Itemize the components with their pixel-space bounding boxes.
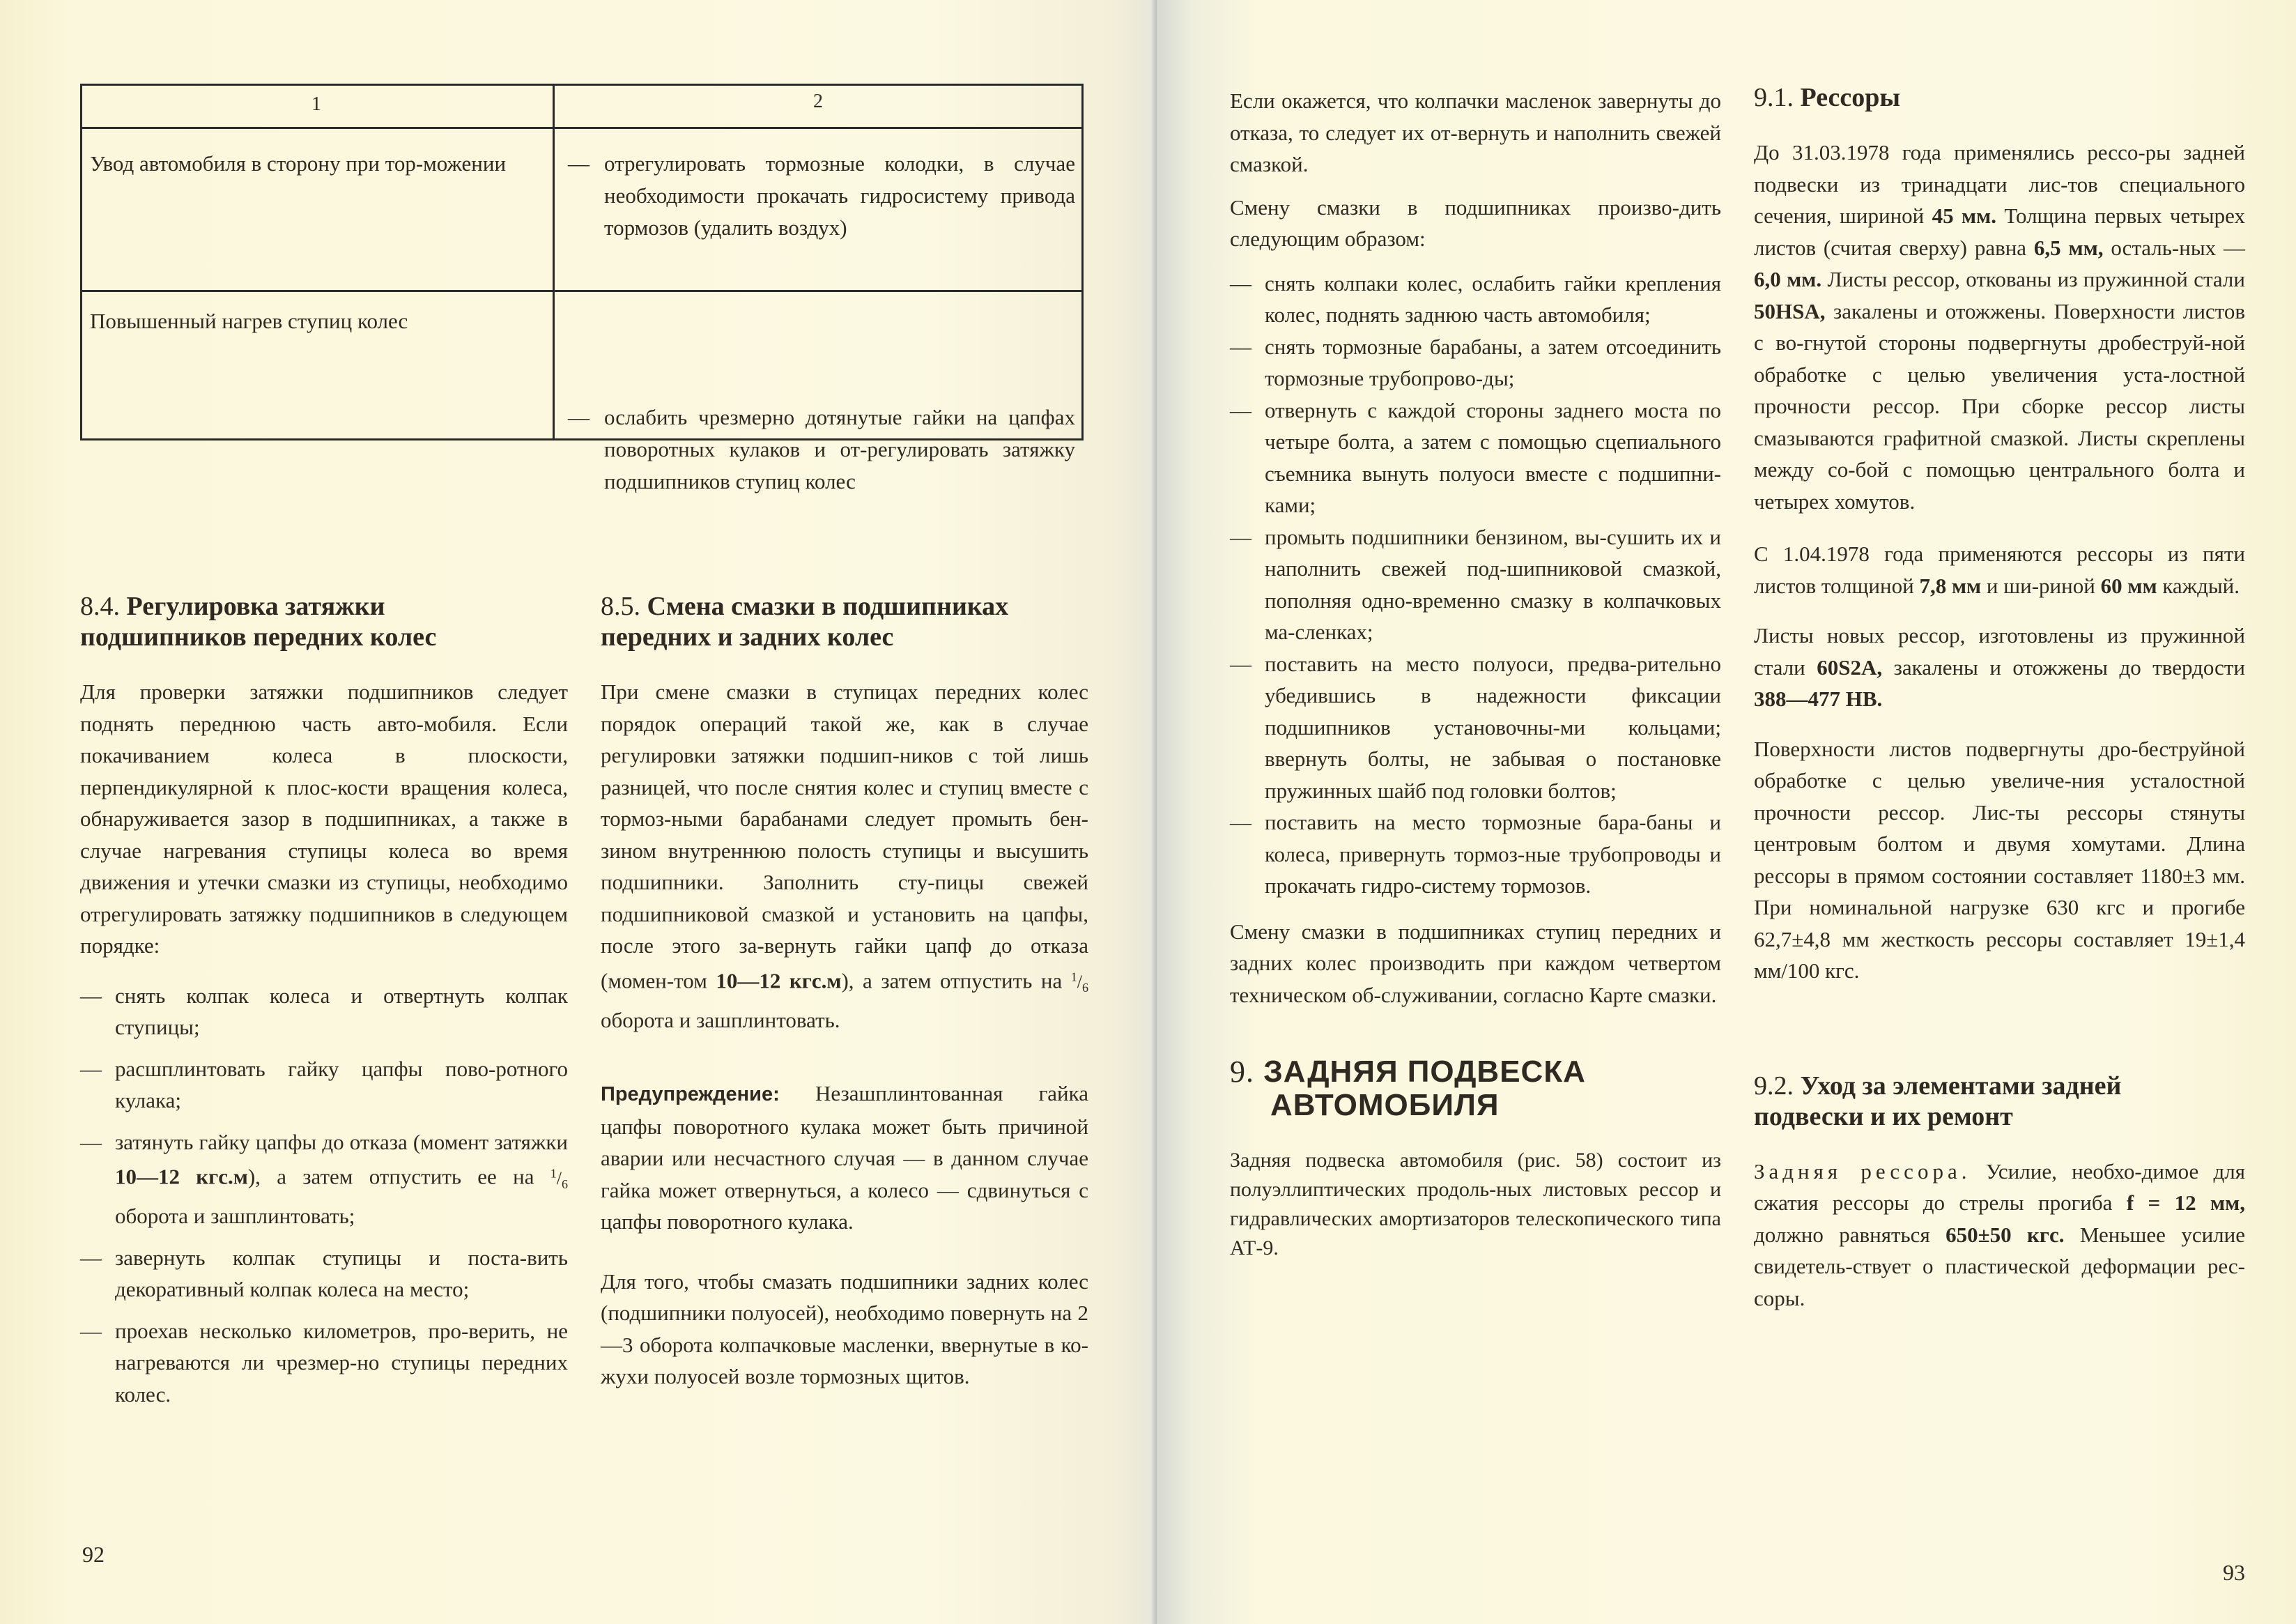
text-run: ), а затем отпустить на	[841, 968, 1071, 993]
fraction: $^1/_6$	[1070, 970, 1088, 995]
spec-value: f = 12 мм,	[2126, 1190, 2245, 1215]
troubleshooting-table	[80, 84, 1084, 493]
warning-label: Предупреждение:	[601, 1083, 780, 1106]
text-run: закалены и отожжены до твердости	[1882, 654, 2245, 680]
section-title-line2: подвески и их ремонт	[1754, 1101, 2013, 1131]
right-column-2	[1754, 82, 2245, 1332]
fraction-denominator: 6	[1081, 981, 1088, 995]
section-number: 9.1.	[1754, 83, 1794, 112]
table-row-2-remedy: — ослабить чрезмерно дотянутые гайки на цапфах поворотных кулаков и от-регулировать затяжку подшипников ступиц колес	[568, 401, 1075, 498]
list-item: — поставить на место полуоси, предва-рительно убедившись в надежности фиксации подшипников установочны-ми кольцами; ввернуть болты, не забывая о постановке пружинных шайб под головки болтов;	[1230, 648, 1721, 807]
text-run: При смене смазки в ступицах передних колес порядок операций такой же, как в случае регулировки затяжки подшип-ников с той лишь разницей, что после снятия колес и ступиц вместе с тормоз-ными барабанами следует промыть бен-зином внутреннюю полость ступицы и высушить подшипники. Заполнить сту-пицы свежей подшипниковой смазкой и установить на цапфы, после этого за-вернуть гайки цапф до отказа (момен-том	[601, 680, 1088, 993]
hardness-value: 388—477 НВ.	[1754, 687, 1883, 711]
table-row-1-remedy: — отрегулировать тормозные колодки, в случае необходимости прокачать гидросистему привода тормозов (удалить воздух)	[568, 148, 1075, 244]
text-run: Меньшее усилие свидетель-ствует о пластической деформации рес-соры.	[1754, 1222, 2245, 1310]
section-8-5-para2: Для того, чтобы смазать подшипники задних колес (подшипники полуосей), необходимо повернуть на 2—3 оборота колпачковые масленки, ввернутые в ко-жухи полуосей возле тормозных щитов.	[601, 1269, 1088, 1389]
chapter-number: 9.	[1230, 1055, 1254, 1089]
list-item: — снять тормозные барабаны, а затем отсоединить тормозные трубопрово-ды;	[1230, 331, 1721, 394]
text-run: каждый.	[2157, 573, 2240, 598]
list-item: — завернуть колпак ступицы и поста-вить декоративный колпак колеса на место;	[80, 1242, 568, 1305]
text-run: Толщина первых четырех листов (считая сверху) равна	[1754, 204, 2245, 260]
fraction-denominator: 6	[562, 1177, 568, 1191]
text-run: оборота и зашплинтовать.	[601, 1007, 840, 1032]
table-header-col-1: 1	[311, 93, 321, 115]
fraction-numerator: 1	[1070, 970, 1077, 984]
spec-value: 6,5 мм,	[2033, 235, 2104, 260]
table-row-1-fault: Увод автомобиля в сторону при тор-можении	[90, 151, 507, 176]
list-item	[80, 1126, 568, 1232]
section-8-4	[80, 591, 568, 1428]
section-8-5-heading	[601, 591, 1088, 652]
section-9-2-heading	[1754, 1071, 2245, 1132]
spec-value: 7,8 мм	[1919, 573, 1982, 598]
spaced-term: Задняя рессора.	[1754, 1158, 1971, 1183]
fraction: $^1/_6$	[550, 1166, 568, 1191]
section-8-4-steps	[80, 980, 568, 1411]
table-top-rule	[80, 84, 1084, 86]
warning-text: Незашплинтованная гайка цапфы поворотного кулака может быть причиной аварии или несчастного случая — в данном случае гайка может отвернуться, а колесо — сдвинуться с цапфы поворотного кулака.	[601, 1081, 1088, 1234]
list-item: — отвернуть с каждой стороны заднего моста по четыре болта, а затем с помощью сцепиального съемника вынуть полуоси вместе с подшипни-ками;	[1230, 394, 1721, 521]
text-run: ), а затем отпустить ее на	[247, 1164, 550, 1189]
chapter-9-heading	[1230, 1055, 1721, 1122]
text-run: должно равняться	[1754, 1222, 1946, 1247]
spec-value: 45 мм.	[1932, 204, 1996, 228]
lubrication-intro: Смену смазки в подшипниках произво-дить следующим образом:	[1230, 194, 1721, 251]
spring-material-paragraph	[1754, 620, 2245, 715]
list-item: — проехав несколько километров, про-верить, не нагреваются ли чрезмер-но ступицы передних колес.	[80, 1315, 568, 1411]
page-number-left: 92	[82, 1542, 105, 1567]
new-springs-paragraph	[1754, 538, 2245, 602]
text-run: осталь-ных —	[2103, 235, 2246, 260]
section-title-line1: Регулировка затяжки	[126, 592, 385, 621]
right-page	[1157, 0, 2296, 1624]
text-run: Усилие, необхо-димое для сжатия рессоры до стрелы прогиба	[1754, 1158, 2245, 1215]
text-run: закалены и отожжены. Поверхности листов с во-гнутой стороны подвергнуты дробеструй-ной обработке с целью увеличения уста-лостной прочности рессор. При сборке рессор листы смазываются графитной смазкой. Листы скреплены между со-бой с помощью центрального болта и четырех хомутов.	[1754, 298, 2245, 514]
spec-value: 6,0 мм.	[1754, 267, 1822, 291]
table-column-divider	[553, 84, 555, 441]
text-run: оборота и зашплинтовать;	[115, 1204, 355, 1229]
warning-paragraph	[601, 1078, 1088, 1238]
table-row-2-fault: Повышенный нагрев ступиц колес	[90, 309, 408, 333]
section-8-4-intro: Для проверки затяжки подшипников следует поднять переднюю часть авто-мобиля. Если покачиванием колеса в плоскости, перпендикулярной к плос-кости вращения колеса, обнаруживается зазор в подшипниках, а также в случае нагревания ступицы колеса во время движения и утечки смазки из ступицы, необходимо отрегулировать затяжку подшипников в следующем порядке:	[80, 680, 568, 958]
table-right-border	[1081, 84, 1084, 441]
section-number: 8.5.	[601, 592, 640, 621]
page-number-right: 93	[2223, 1560, 2245, 1585]
section-number: 8.4.	[80, 592, 120, 621]
table-left-border	[80, 84, 82, 441]
right-column-1	[1230, 85, 1721, 1281]
chapter-9-intro: Задняя подвеска автомобиля (рис. 58) состоит из полуэллиптических продоль-ных листовых рессор и гидравлических амортизаторов телескопического типа АТ-9.	[1230, 1149, 1721, 1259]
springs-history-paragraph	[1754, 137, 2245, 517]
section-8-5-para1	[601, 676, 1088, 1036]
section-8-4-heading	[80, 591, 568, 652]
table-header-col-2: 2	[813, 91, 823, 112]
rear-spring-paragraph	[1754, 1156, 2245, 1315]
torque-value: 10—12 кгс.м	[716, 968, 842, 993]
torque-value: 10—12 кгс.м	[115, 1164, 248, 1189]
list-item: — промыть подшипники бензином, вы-сушить их и наполнить свежей под-шипниковой смазкой, пополняя одно-временно смазку в колпачковых ма-сленках;	[1230, 521, 1721, 648]
list-item: — снять колпаки колес, ослабить гайки крепления колес, поднять заднюю часть автомобиля;	[1230, 268, 1721, 331]
chapter-title-line2: АВТОМОБИЛЯ	[1270, 1088, 1500, 1122]
list-item: — снять колпак колеса и отвертнуть колпак ступицы;	[80, 980, 568, 1043]
section-title: Рессоры	[1800, 83, 1901, 112]
fraction-numerator: 1	[550, 1166, 557, 1180]
text-run: Листы новых рессор, изготовлены из пружинной стали	[1754, 623, 2245, 680]
steel-grade: 50HSA,	[1754, 298, 1826, 323]
steel-grade: 60S2A,	[1817, 654, 1883, 680]
text-run: С 1.04.1978 года применяются рессоры из пяти листов толщиной	[1754, 542, 2245, 598]
spec-value: 60 мм	[2100, 573, 2157, 598]
section-number: 9.2.	[1754, 1071, 1794, 1101]
section-title-line1: Уход за элементами задней	[1800, 1071, 2122, 1101]
section-8-5	[601, 591, 1088, 1411]
oil-cap-paragraph: Если окажется, что колпачки масленок завернуты до отказа, то следует их от-вернуть и наполнить свежей смазкой.	[1230, 89, 1721, 176]
section-title-line1: Смена смазки в подшипниках	[647, 592, 1009, 621]
table-row-rule	[80, 290, 1084, 292]
text-run: затянуть гайку цапфы до отказа (момент затяжки	[115, 1129, 568, 1154]
text-run: и ши-риной	[1981, 573, 2101, 598]
spring-specs-paragraph: Поверхности листов подвергнуты дро-беструйной обработке с целью увеличе-ния усталостной прочности рессор. Лис-ты рессоры стянуты центровым болтом и двумя хомутами. Длина рессоры в прямом состоянии составляет 1180±3 мм. При номинальной нагрузке 630 кгс и прогибе 62,7±4,8 мм жесткость рессоры составляет 19±1,4 мм/100 кгс.	[1754, 736, 2245, 983]
list-item: — поставить на место тормозные бара-баны и колеса, привернуть тормоз-ные трубопроводы и прокачать гидро-систему тормозов.	[1230, 806, 1721, 902]
text-run: Листы рессор, откованы из пружинной стали	[1821, 267, 2245, 291]
list-item: — расшплинтовать гайку цапфы пово-ротного кулака;	[80, 1053, 568, 1117]
section-9-1-heading	[1754, 82, 2245, 113]
rear-lubrication-steps	[1230, 268, 1721, 902]
force-value: 650±50 кгс.	[1946, 1222, 2065, 1247]
text-run: До 31.03.1978 года применялись рессо-ры задней подвески из тринадцати лис-тов специального сечения, шириной	[1754, 140, 2245, 228]
section-title-line2: подшипников передних колес	[80, 622, 437, 652]
table-header-rule	[80, 127, 1084, 129]
service-interval-paragraph: Смену смазки в подшипниках ступиц передних и задних колес производить при каждом четвертом техническом об-служивании, согласно Карте смазки.	[1230, 919, 1721, 1007]
section-title-line2: передних и задних колес	[601, 622, 894, 652]
chapter-title-line1: ЗАДНЯЯ ПОДВЕСКА	[1263, 1055, 1586, 1089]
